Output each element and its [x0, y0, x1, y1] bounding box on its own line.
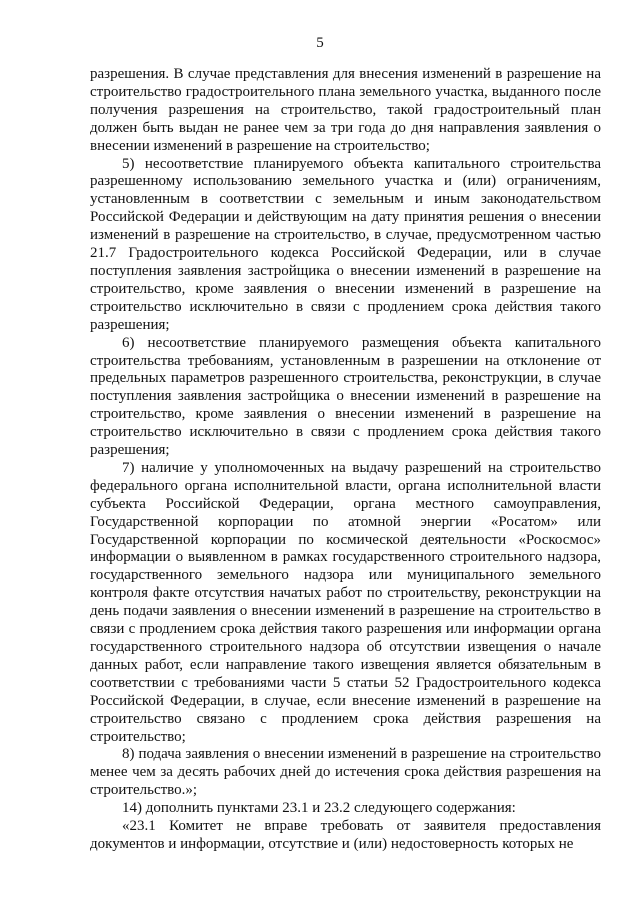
paragraph-clause-23-1: «23.1 Комитет не вправе требовать от заявителя предоставления документов и информации, отсутствие и (или) недостоверность которых не [90, 818, 601, 852]
paragraph-continuation: разрешения. В случае представления для внесения изменений в разрешение на строительство градостроительного плана земельного участка, выданного после получения разрешения на строительство, такой градостроительный план должен быть выдан не ранее чем за три года до дня направления заявления о внесении изменений в разрешение на строительство; [90, 66, 601, 154]
paragraph-item-6: 6) несоответствие планируемого размещения объекта капитального строительства требованиям, установленным в разрешении на отклонение от предельных параметров разрешенного строительства, реконструкции, в случае поступления заявления застройщика о внесении изменений в разрешение на строительство, кроме заявления о внесении изменений в разрешение на строительство исключительно в связи с продлением срока действия такого разрешения; [90, 334, 601, 459]
page-number: 5 [316, 35, 324, 51]
document-body [90, 66, 601, 854]
paragraph-item-7: 7) наличие у уполномоченных на выдачу разрешений на строительство федерального органа исполнительной власти, органа исполнительной власти субъекта Российской Федерации, органа местного самоуправления, Государственной корпорации по атомной энергии «Росатом» или Государственной корпорации по космической деятельности «Роскосмос» информации о выявленном в рамках государственного строительного надзора, государственного земельного надзора или муниципального земельного контроля факте отсутствия начатых работ по строительству, реконструкции на день подачи заявления о внесении изменений в разрешение на строительство в связи с продлением срока действия такого разрешения или информации органа государственного строительного надзора об отсутствии извещения о начале данных работ, если направление такого извещения является обязательным в соответствии с требованиями части 5 статьи 52 Градостроительного кодекса Российской Федерации, в случае, если внесение изменений в разрешение на строительство связано с продлением срока действия разрешения на строительство; [90, 459, 601, 745]
paragraph-item-14: 14) дополнить пунктами 23.1 и 23.2 следующего содержания: [122, 800, 516, 817]
paragraph-item-5: 5) несоответствие планируемого объекта капитального строительства разрешенному использованию земельного участка и (или) ограничениям, установленным в соответствии с земельным и иным законодательством Российской Федерации и действующим на дату принятия решения о внесении изменений в разрешение на строительство, в случае, предусмотренном частью 21.7 Градостроительного кодекса Российской Федерации, или в случае поступления заявления застройщика о внесении изменений в разрешение на строительство, кроме заявления о внесении изменений в разрешение на строительство исключительно в связи с продлением срока действия такого разрешения; [90, 155, 601, 333]
paragraph-item-8: 8) подача заявления о внесении изменений в разрешение на строительство менее чем за десять рабочих дней до истечения срока действия разрешения на строительство.»; [90, 746, 601, 799]
